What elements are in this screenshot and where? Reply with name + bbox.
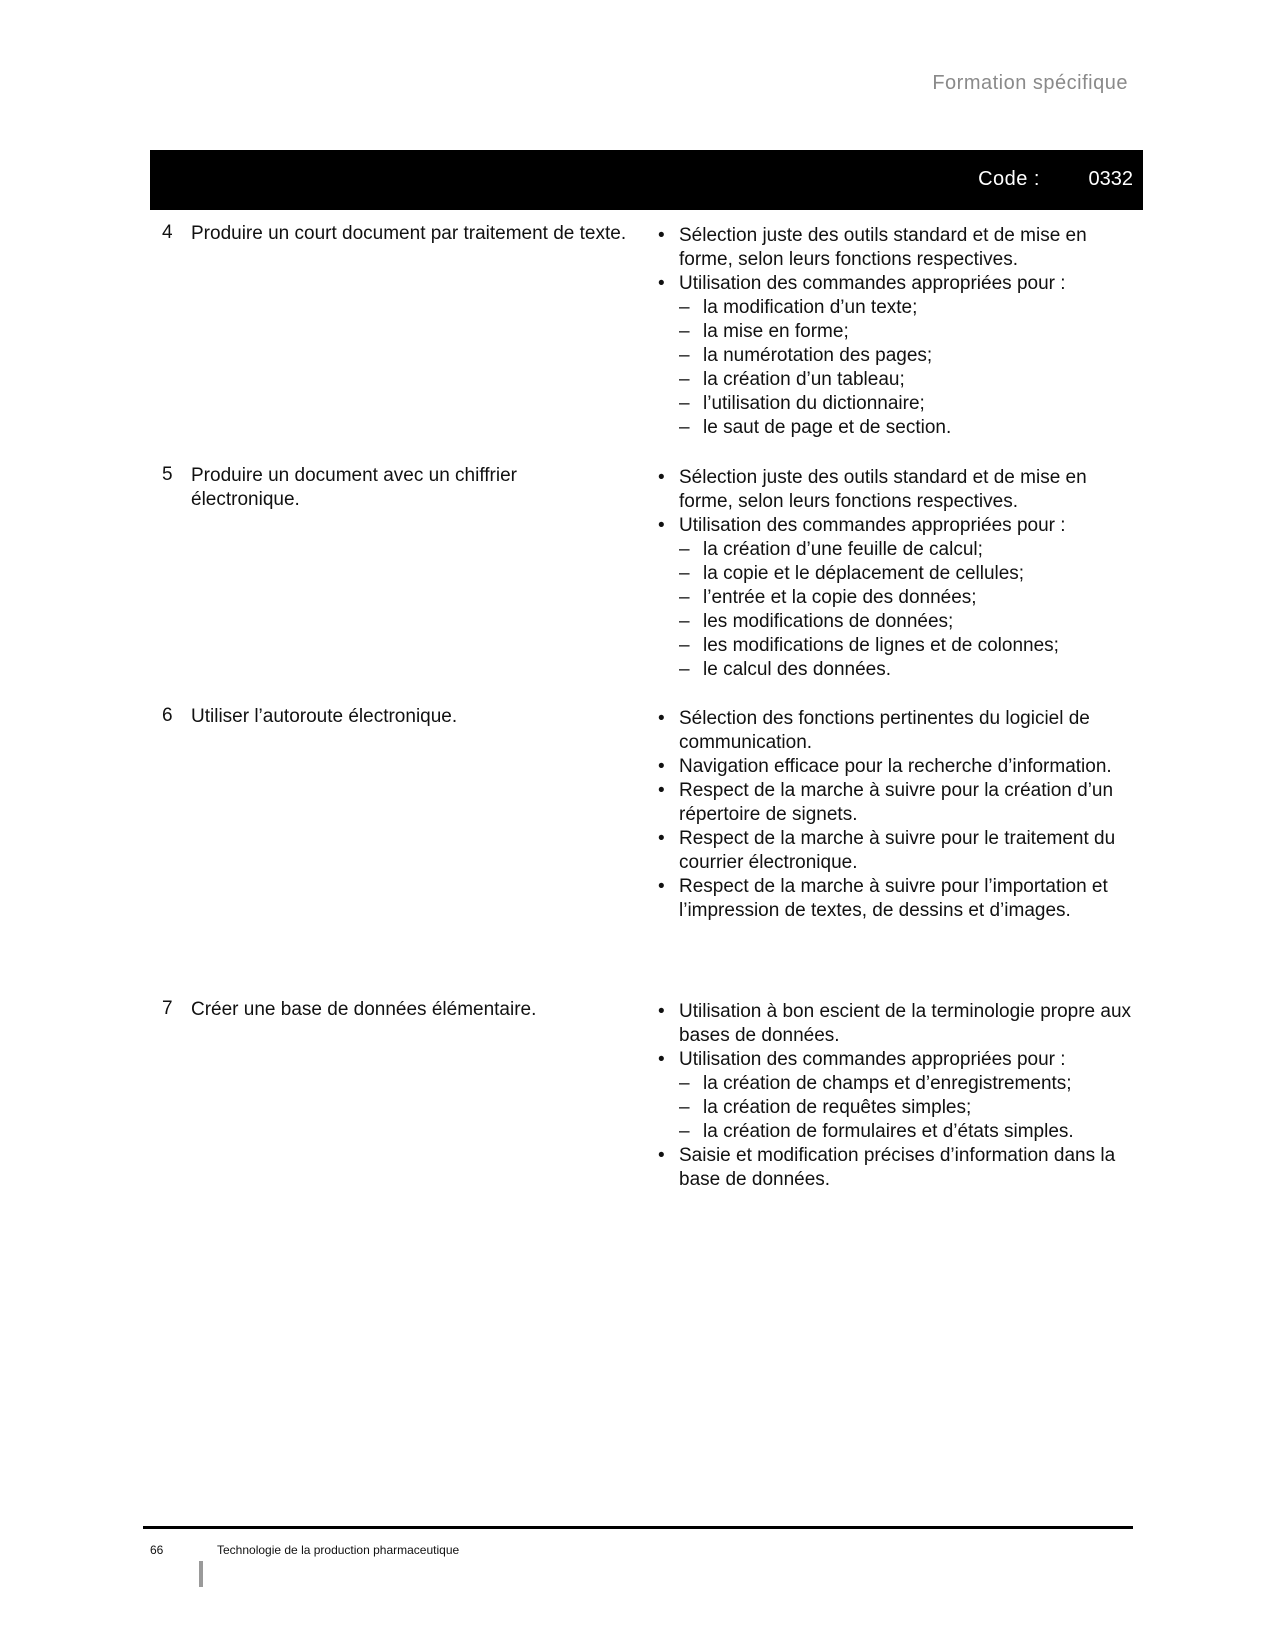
section-title: Formation spécifique <box>932 72 1128 94</box>
criteria-subitem: – la mise en forme; <box>655 320 1143 344</box>
footer-document-title: Technologie de la production pharmaceutique <box>217 1543 460 1557</box>
objective-number: 4 <box>162 222 173 243</box>
code-bar <box>150 150 1143 210</box>
criteria-item: • Sélection juste des outils standard et de mise en forme, selon leurs fonctions respectives. <box>655 224 1143 272</box>
criteria-subitem: – la création de formulaires et d’états simples. <box>655 1120 1143 1144</box>
criteria-item: • Utilisation des commandes appropriées pour : <box>655 514 1143 538</box>
objective-text: Créer une base de données élémentaire. <box>191 999 537 1020</box>
criteria-list <box>655 1000 1143 1192</box>
criteria-subitem: – la création de requêtes simples; <box>655 1096 1143 1120</box>
criteria-subitem: – la numérotation des pages; <box>655 344 1143 368</box>
criteria-item: • Sélection des fonctions pertinentes du logiciel de communication. <box>655 707 1143 755</box>
criteria-subitem: – l’utilisation du dictionnaire; <box>655 392 1143 416</box>
criteria-item: • Utilisation des commandes appropriées pour : <box>655 272 1143 296</box>
objective-number: 5 <box>162 464 173 485</box>
criteria-subitem: – le saut de page et de section. <box>655 416 1143 440</box>
code-value: 0332 <box>1088 168 1133 190</box>
criteria-item: • Navigation efficace pour la recherche d’information. <box>655 755 1143 779</box>
page-number: 66 <box>150 1543 164 1557</box>
criteria-item: • Utilisation à bon escient de la terminologie propre aux bases de données. <box>655 1000 1143 1048</box>
criteria-subitem: – la modification d’un texte; <box>655 296 1143 320</box>
criteria-item: • Sélection juste des outils standard et de mise en forme, selon leurs fonctions respectives. <box>655 466 1143 514</box>
footer-divider <box>143 1526 1133 1529</box>
criteria-item: • Respect de la marche à suivre pour la création d’un répertoire de signets. <box>655 779 1143 827</box>
code-label: Code : <box>978 168 1040 190</box>
criteria-item: • Utilisation des commandes appropriées pour : <box>655 1048 1143 1072</box>
objective-text: Utiliser l’autoroute électronique. <box>191 706 458 727</box>
criteria-list <box>655 224 1143 440</box>
criteria-subitem: – la copie et le déplacement de cellules; <box>655 562 1143 586</box>
criteria-list <box>655 707 1143 923</box>
criteria-subitem: – les modifications de données; <box>655 610 1143 634</box>
criteria-subitem: – la création d’une feuille de calcul; <box>655 538 1143 562</box>
footer-margin-mark <box>199 1561 203 1587</box>
criteria-item: • Saisie et modification précises d’information dans la base de données. <box>655 1144 1143 1192</box>
criteria-item: • Respect de la marche à suivre pour l’importation et l’impression de textes, de dessins et d’images. <box>655 875 1143 923</box>
objective-text: Produire un court document par traitement de texte. <box>191 223 627 244</box>
criteria-subitem: – les modifications de lignes et de colonnes; <box>655 634 1143 658</box>
objective-text: Produire un document avec un chiffrier électronique. <box>191 465 517 510</box>
criteria-item: • Respect de la marche à suivre pour le traitement du courrier électronique. <box>655 827 1143 875</box>
objective-number: 7 <box>162 998 173 1019</box>
criteria-subitem: – la création de champs et d’enregistrements; <box>655 1072 1143 1096</box>
criteria-subitem: – le calcul des données. <box>655 658 1143 682</box>
criteria-list <box>655 466 1143 682</box>
objective-number: 6 <box>162 705 173 726</box>
criteria-subitem: – la création d’un tableau; <box>655 368 1143 392</box>
criteria-subitem: – l’entrée et la copie des données; <box>655 586 1143 610</box>
